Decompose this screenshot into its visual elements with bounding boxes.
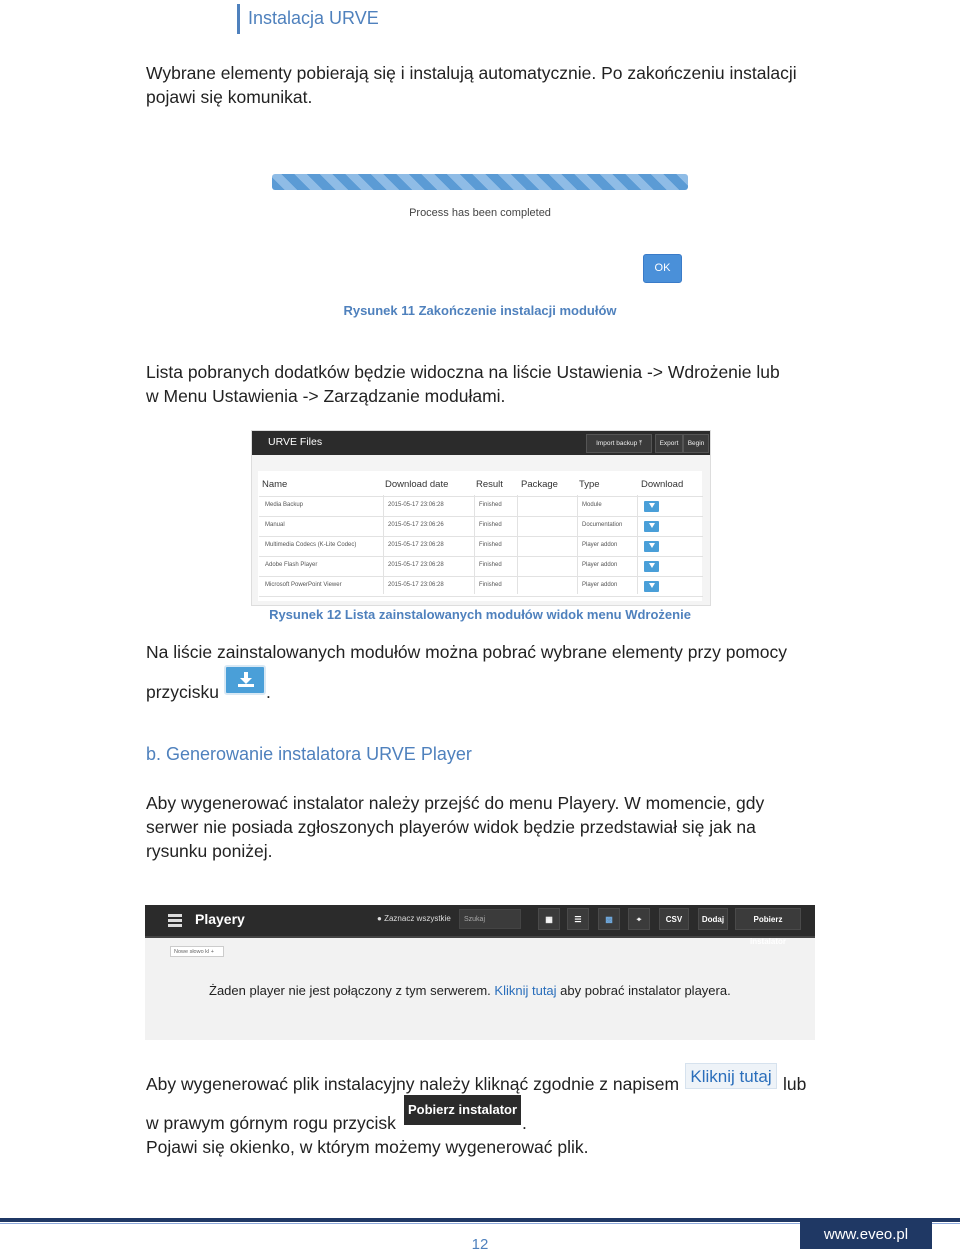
paragraph-4 <box>146 791 846 863</box>
list-view-icon[interactable]: ☰ <box>567 908 589 930</box>
download-icon[interactable] <box>644 521 659 532</box>
column-header-type: Type <box>579 479 600 490</box>
process-status-text: Process has been completed <box>409 207 551 219</box>
select-all-toggle[interactable]: ● Zaznacz wszystkie <box>377 914 451 923</box>
players-title: Playery <box>195 911 245 927</box>
calendar-icon[interactable]: ▦ <box>538 908 560 930</box>
no-players-message: Żaden player nie jest połączony z tym serwerem. Kliknij tutaj aby pobrać instalator playera. <box>209 983 731 998</box>
paragraph-6: Pojawi się okienko, w którym możemy wygenerować plik. <box>146 1137 589 1157</box>
paragraph-5-lub: lub <box>783 1074 807 1094</box>
paragraph-1-line-2: pojawi się komunikat. <box>146 87 313 107</box>
column-header-download-date: Download date <box>385 479 449 490</box>
column-header-name: Name <box>262 479 288 490</box>
paragraph-2 <box>146 360 826 408</box>
urve-files-screenshot <box>251 430 711 606</box>
download-installer-button-image: Pobierz instalator <box>404 1095 521 1125</box>
click-here-link[interactable]: Kliknij tutaj <box>494 983 557 998</box>
paragraph-4-line-3: rysunku poniżej. <box>146 841 273 861</box>
paragraph-5-line-1: Aby wygenerować plik instalacyjny należy kliknąć zgodnie z napisem <box>146 1074 680 1094</box>
upload-icon: ⤒ <box>639 440 642 447</box>
header-accent-bar <box>237 4 240 34</box>
progress-bar <box>272 174 688 190</box>
paragraph-3-dot: . <box>266 682 271 702</box>
add-button[interactable]: Dodaj <box>698 908 728 930</box>
click-here-button-image: Kliknij tutaj <box>685 1063 777 1089</box>
paragraph-5-line-2: w prawym górnym rogu przycisk <box>146 1113 396 1133</box>
download-icon[interactable] <box>644 581 659 592</box>
download-icon[interactable] <box>644 561 659 572</box>
download-icon <box>224 665 266 695</box>
paragraph-3-line-2: przycisku <box>146 682 219 702</box>
grid-view-icon[interactable]: ▩ <box>598 908 620 930</box>
paragraph-2-line-1: Lista pobranych dodatków będzie widoczna na liście Ustawienia -> Wdrożenie lub <box>146 362 780 382</box>
download-installer-button[interactable]: Pobierz instalator <box>735 908 801 930</box>
check-circle-icon: ● <box>377 914 382 923</box>
export-button[interactable]: Export <box>655 434 683 453</box>
plus-icon: + <box>210 949 214 955</box>
server-icon <box>168 913 182 927</box>
paragraph-4-line-2: serwer nie posiada zgłoszonych playerów widok będzie przedstawiał się jak na <box>146 817 756 837</box>
paragraph-1 <box>146 61 826 109</box>
table-row: Media Backup 2015-05-17 23:06:28 Finished Module <box>259 496 703 516</box>
paragraph-2-line-2: w Menu Ustawienia -> Zarządzanie modułami. <box>146 386 506 406</box>
paragraph-5-dot: . <box>522 1113 527 1133</box>
search-input[interactable]: Szukaj <box>459 909 521 929</box>
begin-button[interactable]: Begin <box>683 434 709 453</box>
table-row: Microsoft PowerPoint Viewer 2015-05-17 23:06:28 Finished Player addon <box>259 576 703 597</box>
figure-12-caption: Rysunek 12 Lista zainstalowanych modułów widok menu Wdrożenie <box>269 607 691 622</box>
download-icon[interactable] <box>644 541 659 552</box>
progress-bar-fill <box>272 174 688 190</box>
column-header-result: Result <box>476 479 503 490</box>
figure-11-caption: Rysunek 11 Zakończenie instalacji modułów <box>343 303 617 318</box>
map-pin-icon[interactable]: ⌖ <box>628 908 650 930</box>
csv-button[interactable]: CSV <box>659 908 689 930</box>
table-row: Manual 2015-05-17 23:06:26 Finished Documentation <box>259 516 703 536</box>
column-header-package: Package <box>521 479 558 490</box>
import-backup-button[interactable]: Import backup ⤒ <box>586 434 652 453</box>
eveo-logo: www.eveo.pl <box>800 1221 932 1249</box>
paragraph-1-line-1: Wybrane elementy pobierają się i instalują automatycznie. Po zakończeniu instalacji <box>146 63 797 83</box>
page-number: 12 <box>471 1236 489 1253</box>
table-row: Adobe Flash Player 2015-05-17 23:06:28 Finished Player addon <box>259 556 703 576</box>
paragraph-4-line-1: Aby wygenerować instalator należy przejść do menu Playery. W momencie, gdy <box>146 793 765 813</box>
table-row: Multimedia Codecs (K-Lite Codec) 2015-05-17 23:06:28 Finished Player addon <box>259 536 703 556</box>
new-keyword-input[interactable]: Nowe słowo kl + <box>170 946 224 957</box>
ok-button[interactable]: OK <box>643 254 682 283</box>
paragraph-3-line-1: Na liście zainstalowanych modułów można pobrać wybrane elementy przy pomocy <box>146 642 787 662</box>
download-icon[interactable] <box>644 501 659 512</box>
column-header-download: Download <box>641 479 684 490</box>
players-screenshot <box>145 905 815 1040</box>
urve-files-title: URVE Files <box>268 436 323 448</box>
header-title: Instalacja URVE <box>248 8 379 28</box>
section-b-heading: b. Generowanie instalatora URVE Player <box>146 744 472 764</box>
